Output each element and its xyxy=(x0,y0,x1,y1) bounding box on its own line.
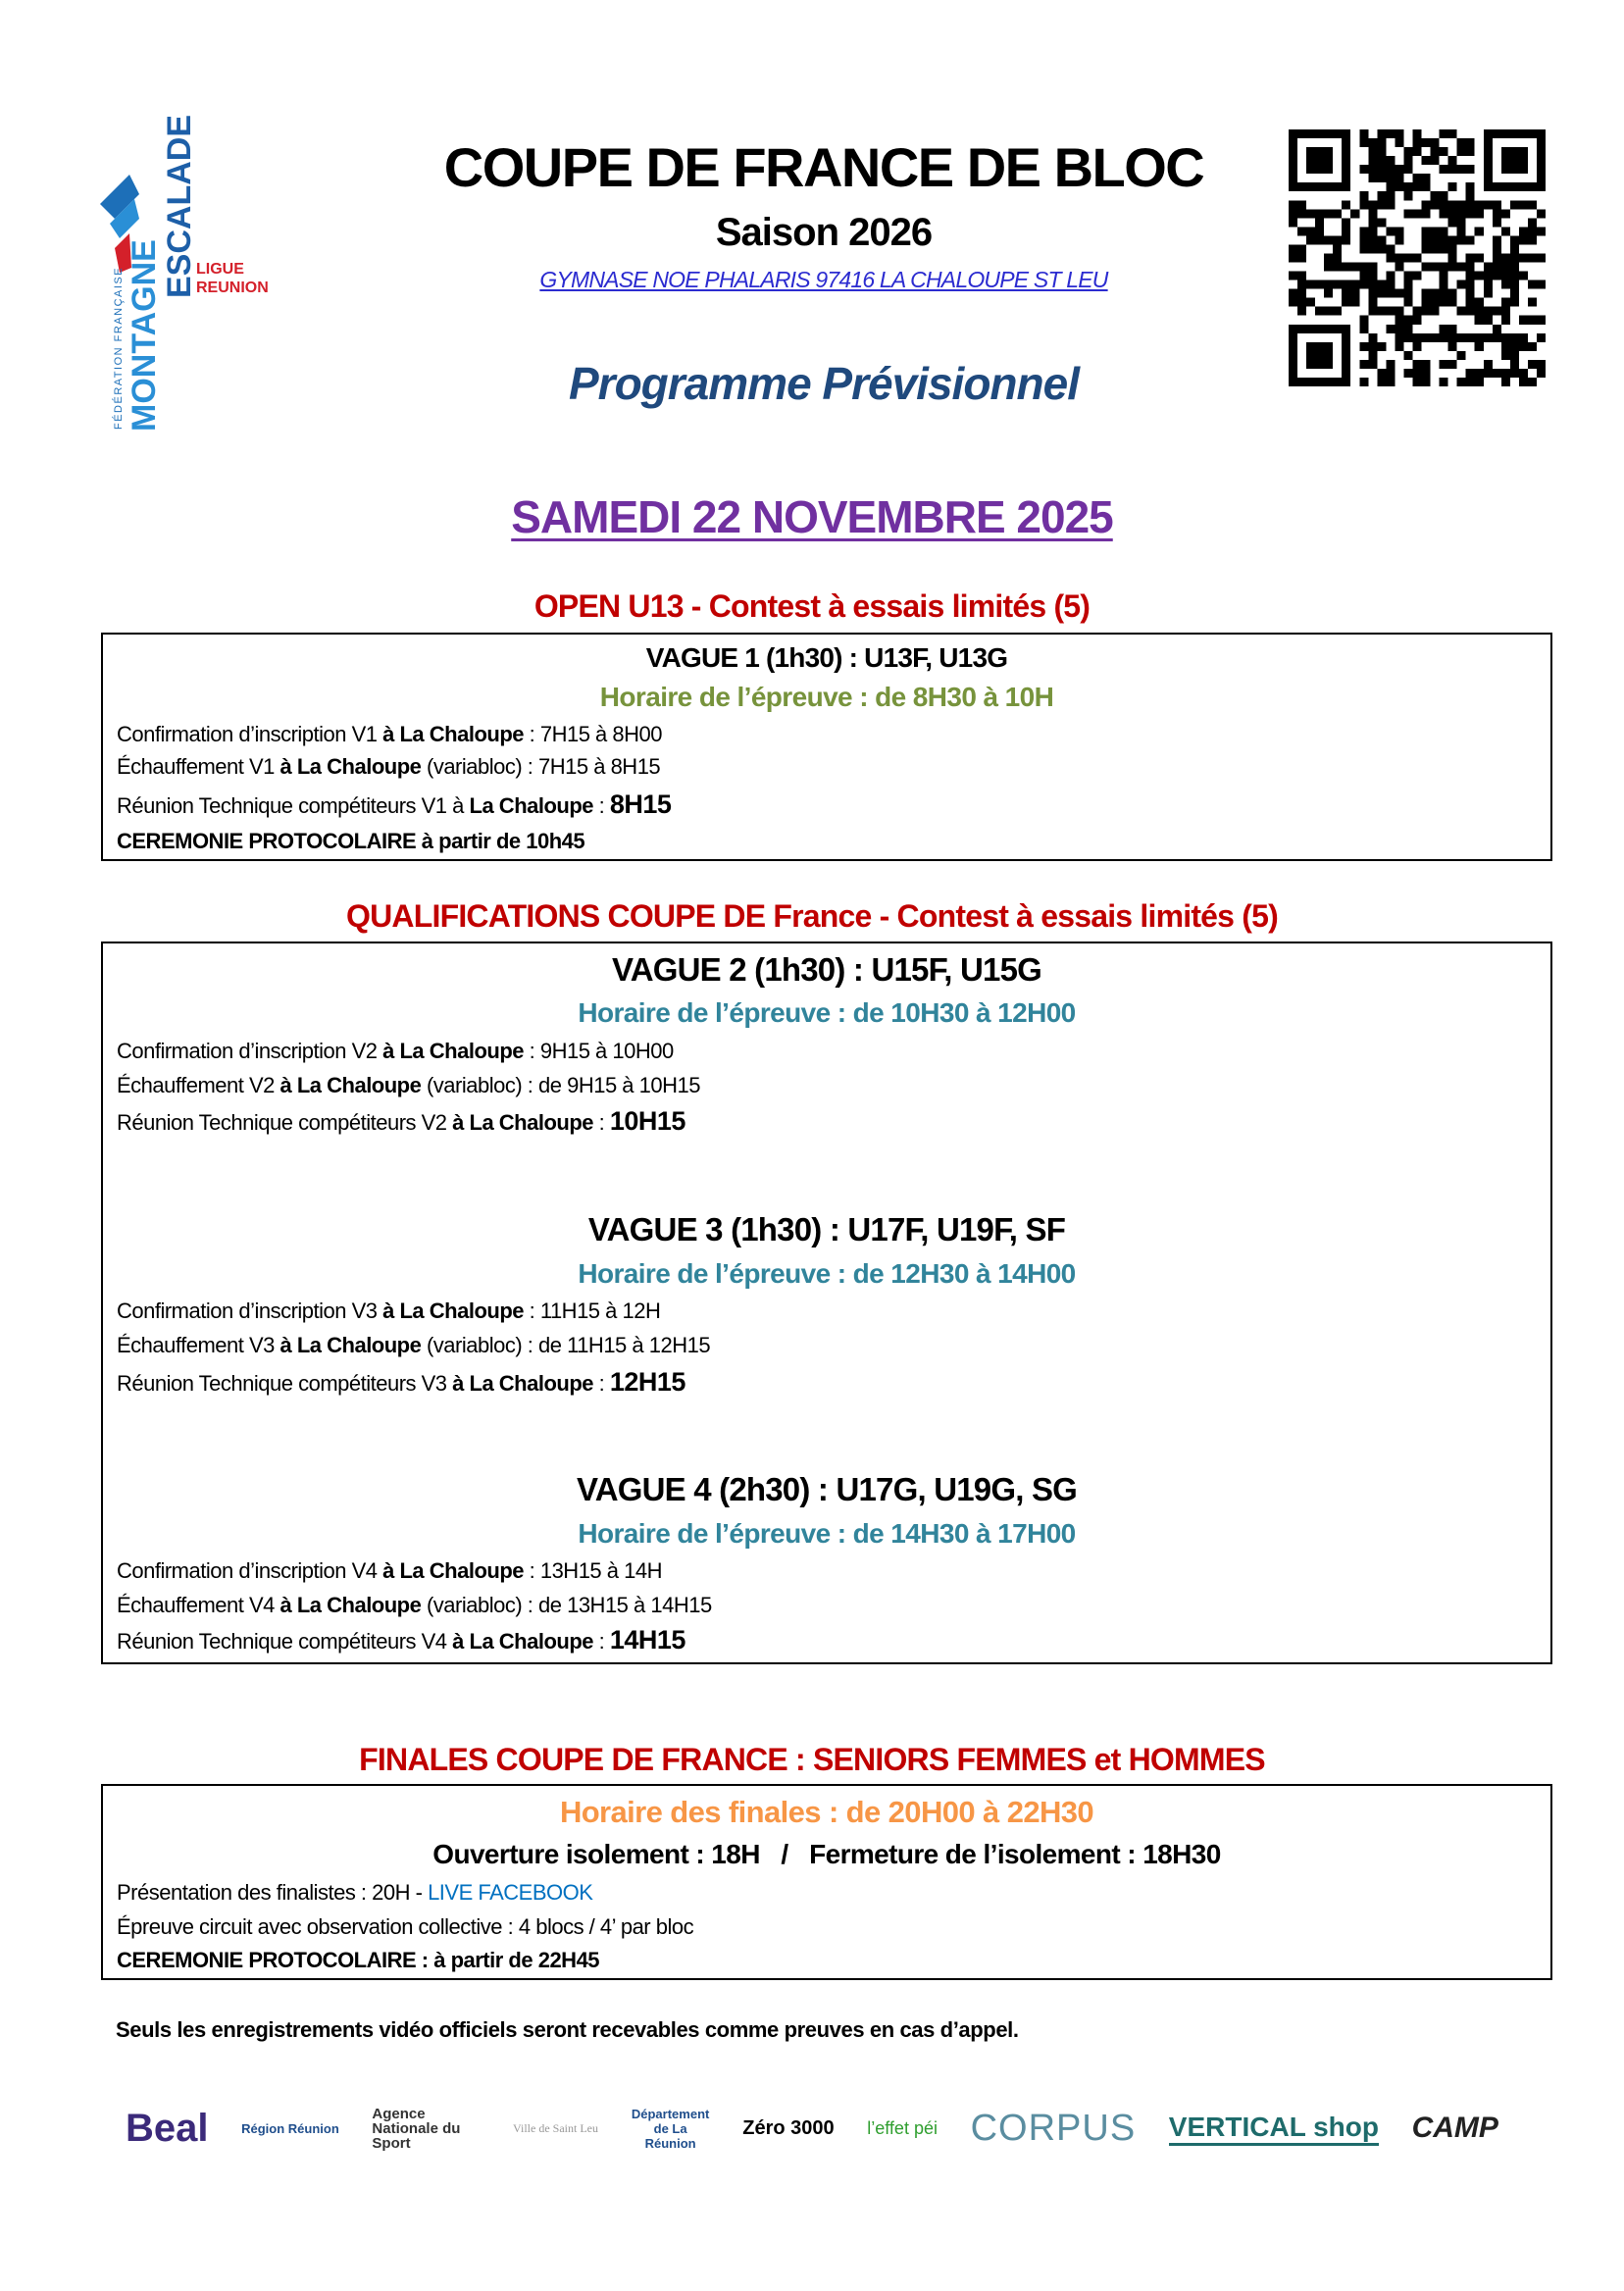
text-segment: à La Chaloupe xyxy=(452,1629,594,1654)
finals-heading: FINALES COUPE DE FRANCE : SENIORS FEMMES et HOMMES xyxy=(359,1742,1265,1777)
info-line xyxy=(117,1039,674,1064)
text-segment: 14H15 xyxy=(609,1625,685,1655)
text-segment: à La Chaloupe xyxy=(382,1558,524,1583)
wave-4-title: VAGUE 4 (2h30) : U17G, U19G, SG xyxy=(576,1471,1078,1507)
info-line xyxy=(117,1593,712,1618)
open-u13-heading: OPEN U13 - Contest à essais limités (5) xyxy=(533,588,1091,624)
text-segment: à La Chaloupe xyxy=(452,1371,594,1396)
event-date-text: SAMEDI 22 NOVEMBRE 2025 xyxy=(511,491,1113,542)
sponsor-logo-vertical: VERTICAL shop xyxy=(1169,2112,1379,2146)
text-segment: à La Chaloupe xyxy=(382,1039,524,1063)
text-segment: 10H15 xyxy=(609,1106,685,1136)
qualifications-heading: QUALIFICATIONS COUPE DE France - Contest à essais limités (5) xyxy=(346,898,1278,934)
text-segment: à La Chaloupe xyxy=(279,1333,422,1357)
sponsor-logo-ans: Agence Nationale du Sport xyxy=(372,2105,461,2152)
info-line xyxy=(117,1073,700,1098)
wave-2-schedule: Horaire de l’épreuve : de 10H30 à 12H00 xyxy=(578,997,1076,1028)
programme-subtitle: Programme Prévisionnel xyxy=(569,358,1079,409)
svg-text:MONTAGNE: MONTAGNE xyxy=(126,239,163,432)
text-segment: Échauffement V4 xyxy=(117,1593,280,1617)
sponsor-logo-departement: Département de La Réunion xyxy=(631,2106,710,2151)
text-segment: Confirmation d’inscription V3 xyxy=(117,1298,383,1323)
info-line xyxy=(117,754,660,780)
sponsor-logo-effet-pei: l’effet péi xyxy=(867,2117,938,2138)
text-segment: : 13H15 à 14H xyxy=(524,1558,662,1583)
sponsor-logo-beal: Beal xyxy=(126,2106,209,2150)
qr-code xyxy=(1289,129,1546,386)
text-segment: Réunion Technique compétiteurs V2 xyxy=(117,1110,453,1135)
info-line xyxy=(117,1558,662,1584)
text-segment: à La Chaloupe xyxy=(279,1593,422,1617)
svg-text:FÉDÉRATION FRANÇAISE: FÉDÉRATION FRANÇAISE xyxy=(113,266,125,430)
isolation-times: Ouverture isolement : 18H / Fermeture de l’isolement : 18H30 xyxy=(432,1839,1221,1869)
finals-box xyxy=(101,1784,1552,1980)
wave-3-title: VAGUE 3 (1h30) : U17F, U19F, SF xyxy=(587,1211,1066,1247)
info-line xyxy=(117,1367,685,1398)
sponsor-logos xyxy=(126,2079,1498,2177)
text-segment: Confirmation d’inscription V4 xyxy=(117,1558,383,1583)
text-segment: Présentation des finalistes : 20H - xyxy=(117,1880,429,1905)
info-line xyxy=(117,789,671,820)
text-segment: : 7H15 à 8H00 xyxy=(524,722,662,746)
text-segment: La Chaloupe xyxy=(469,793,594,818)
text-segment: Réunion Technique compétiteurs V1 à xyxy=(117,793,470,818)
svg-text:REUNION: REUNION xyxy=(196,280,269,296)
wave-4-schedule: Horaire de l’épreuve : de 14H30 à 17H00 xyxy=(578,1518,1076,1549)
season-label: Saison 2026 xyxy=(715,211,933,254)
text-segment: à La Chaloupe xyxy=(382,722,524,746)
text-segment: à xyxy=(279,754,297,779)
ffme-ligue-reunion-logo xyxy=(90,86,286,439)
info-line xyxy=(117,1333,710,1358)
finals-schedule: Horaire des finales : de 20H00 à 22H30 xyxy=(559,1795,1094,1829)
text-segment: à La Chaloupe xyxy=(279,1073,422,1097)
sponsor-logo-saint-leu: Ville de Saint Leu xyxy=(513,2120,598,2135)
venue-link[interactable]: GYMNASE NOE PHALARIS 97416 LA CHALOUPE ST LEU xyxy=(539,267,1108,292)
appeal-note: Seuls les enregistrements vidéo officiels seront recevables comme preuves en cas d’appel. xyxy=(116,2017,1019,2042)
event-date xyxy=(0,490,1624,543)
qualifications-box xyxy=(101,942,1552,1664)
text-segment: à La Chaloupe xyxy=(382,1298,524,1323)
text-segment: Confirmation d’inscription V1 xyxy=(117,722,383,746)
text-segment: : xyxy=(593,1629,610,1654)
svg-text:LIGUE: LIGUE xyxy=(196,261,244,278)
text-segment: : xyxy=(593,793,610,818)
text-segment: : xyxy=(593,1371,610,1396)
info-line xyxy=(117,722,662,747)
text-segment: 8H15 xyxy=(609,789,672,819)
text-segment: Réunion Technique compétiteurs V4 xyxy=(117,1629,453,1654)
open-u13-box xyxy=(101,633,1552,861)
text-segment: Échauffement V1 xyxy=(117,754,280,779)
info-line xyxy=(117,1625,685,1655)
text-segment: : xyxy=(593,1110,610,1135)
text-segment: (variabloc) : 7H15 à 8H15 xyxy=(421,754,661,779)
text-segment: Échauffement V3 xyxy=(117,1333,280,1357)
info-line xyxy=(117,1298,660,1324)
text-segment: La Chaloupe xyxy=(296,754,422,779)
info-line xyxy=(117,829,584,854)
svg-text:ESCALADE: ESCALADE xyxy=(161,114,198,298)
text-segment: Échauffement V2 xyxy=(117,1073,280,1097)
info-line xyxy=(117,1880,592,1906)
text-segment: CEREMONIE PROTOCOLAIRE : à partir de 22H45 xyxy=(117,1948,600,1972)
text-segment: : 9H15 à 10H00 xyxy=(524,1039,674,1063)
sponsor-logo-camp: CAMP xyxy=(1411,2112,1498,2144)
info-line xyxy=(117,1948,599,1973)
wave-3-schedule: Horaire de l’épreuve : de 12H30 à 14H00 xyxy=(578,1258,1076,1289)
sponsor-logo-corpus: CORPUS xyxy=(970,2107,1137,2149)
text-segment: Épreuve circuit avec observation collective : 4 blocs / 4’ par bloc xyxy=(117,1914,694,1939)
sponsor-logo-region-reunion: Région Réunion xyxy=(241,2120,339,2136)
info-line xyxy=(117,1914,693,1940)
wave-1-schedule: Horaire de l’épreuve : de 8H30 à 10H xyxy=(599,682,1054,712)
text-segment: CEREMONIE PROTOCOLAIRE à partir de 10h45 xyxy=(117,829,585,853)
text-segment: Confirmation d’inscription V2 xyxy=(117,1039,383,1063)
info-line xyxy=(117,1106,685,1137)
wave-1-title: VAGUE 1 (1h30) : U13F, U13G xyxy=(645,642,1008,673)
sponsor-logo-zero3000: Zéro 3000 xyxy=(742,2116,835,2139)
page-title: COUPE DE FRANCE DE BLOC xyxy=(443,136,1204,198)
text-segment: Réunion Technique compétiteurs V3 xyxy=(117,1371,453,1396)
text-segment: (variabloc) : de 9H15 à 10H15 xyxy=(421,1073,700,1097)
facebook-live-link[interactable]: LIVE FACEBOOK xyxy=(428,1880,593,1905)
text-segment: : 11H15 à 12H xyxy=(524,1298,661,1323)
text-segment: (variabloc) : de 11H15 à 12H15 xyxy=(421,1333,711,1357)
text-segment: à La Chaloupe xyxy=(452,1110,594,1135)
text-segment: (variabloc) : de 13H15 à 14H15 xyxy=(421,1593,712,1617)
text-segment: 12H15 xyxy=(609,1367,685,1397)
wave-2-title: VAGUE 2 (1h30) : U15F, U15G xyxy=(611,951,1042,988)
